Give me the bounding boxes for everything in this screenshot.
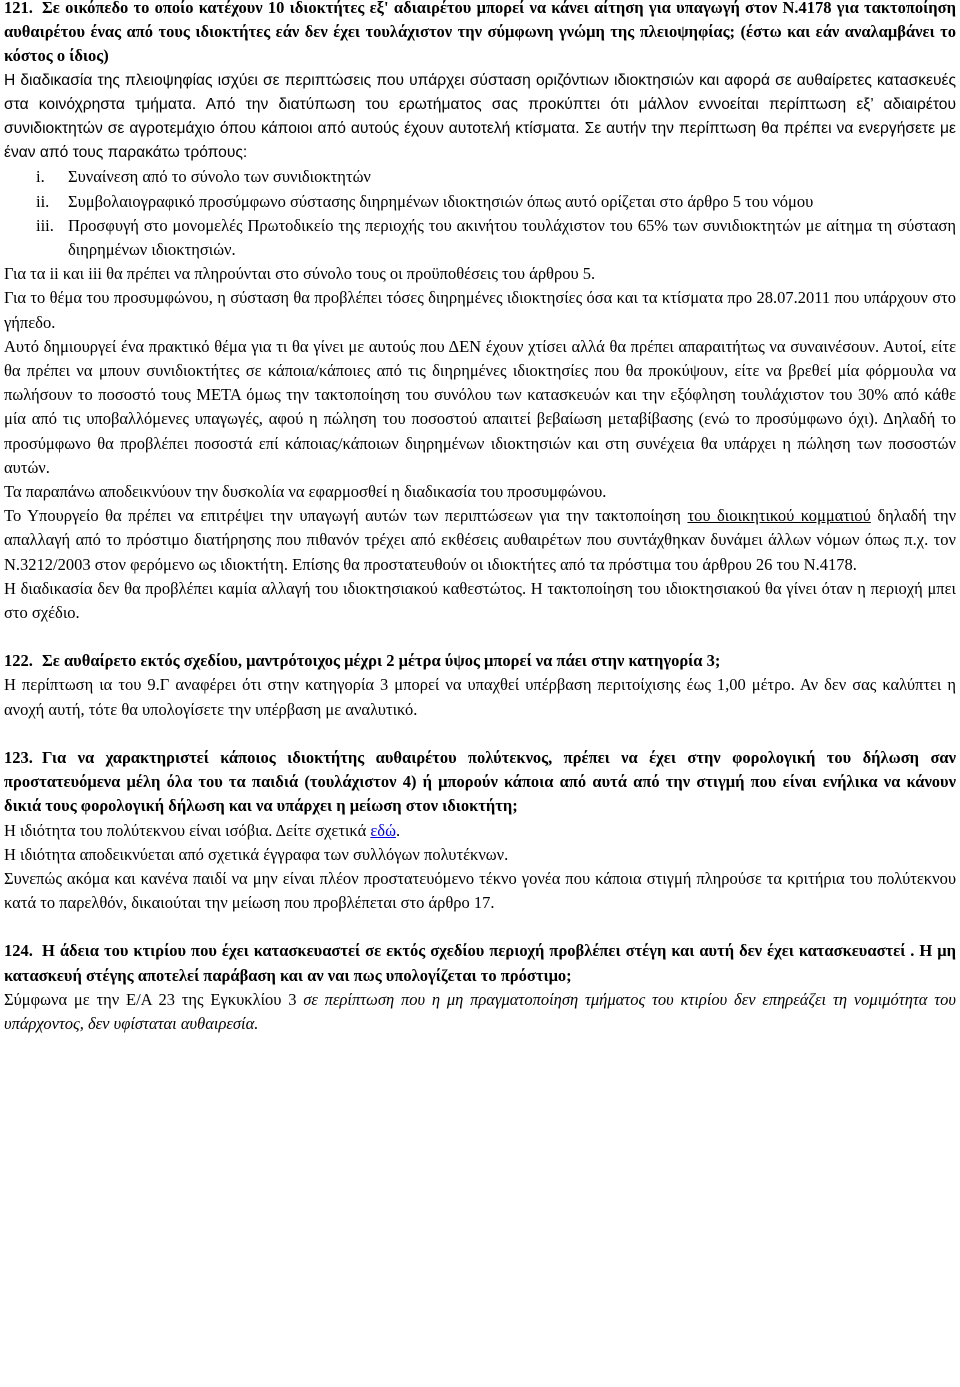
section-121: [4, 0, 956, 625]
question-number: 122.: [4, 651, 33, 671]
question-text: Για να χαρακτηριστεί κάποιος ιδιοκτήτης αυθαιρέτου πολύτεκνος, πρέπει να έχει στην φορολογική του δήλωση σαν προστατευόμενα μέλη όλα του τα παιδιά (τουλάχιστον 4) ή μπορούν κάποια από αυτά από την στιγμή που είναι ενήλικα να κάνουν δικιά τους φορολογική δήλωση και να υπάρχει η μείωση στον ιδιοκτήτη;: [4, 747, 956, 816]
answer-paragraph: [4, 69, 956, 166]
question-text: Σε αυθαίρετο εκτός σχεδίου, μαντρότοιχος μέχρι 2 μέτρα ύψος μπορεί να πάει στην κατηγορία 3;: [42, 651, 721, 671]
answer-paragraph: [4, 819, 956, 843]
answer-text: .: [395, 820, 401, 840]
answer-paragraph: Η διαδικασία δεν θα προβλέπει καμία αλλαγή του ιδιοκτησιακού καθεστώτος. Η τακτοποίηση του ιδιοκτησιακού θα γίνει όταν η περιοχή μπει στο σχέδιο.: [4, 578, 956, 623]
answer-text: Η ιδιότητα του πολύτεκνου είναι ισόβια. Δείτε σχετικά: [4, 820, 367, 840]
question-number: 121.: [4, 0, 33, 17]
list-item-text: Συναίνεση από το σύνολο των συνιδιοκτητών: [68, 167, 371, 187]
question-text: Η άδεια του κτιρίου που έχει κατασκευαστεί σε εκτός σχεδίου περιοχή προβλέπει στέγη και αυτή δεν έχει κατασκευαστεί . Η μη κατασκευή στέγης αποτελεί παράβαση και αν ναι πως υπολογίζεται το πρόστιμο;: [4, 941, 956, 985]
answer-paragraph: Για το θέμα του προσυμφώνου, η σύσταση θα προβλέπει τόσες διηρημένες ιδιοκτησίες όσα και τα κτίσματα προ 28.07.2011 που υπάρχουν στο γήπεδο.: [4, 288, 956, 332]
list-item: [4, 214, 956, 262]
answer-paragraph: [4, 504, 956, 577]
list-item-text: Προσφυγή στο μονομελές Πρωτοδικείο της περιοχής του ακινήτου τουλάχιστον του 65% των συνιδιοκτητών με αίτημα τη σύσταση διηρημένων ιδιοκτησιών.: [68, 215, 956, 260]
italic-quote: σε περίπτωση που η μη πραγματοποίηση τμήματος του κτιρίου δεν επηρεάζει τη νομιμότητα του υπάρχοντος, δεν υφίσταται αυθαιρεσία.: [4, 989, 957, 1033]
answer-paragraph: Η περίπτωση ια του 9.Γ αναφέρει ότι στην κατηγορία 3 μπορεί να υπαχθεί υπέρβαση περιτοίχισης έως 1,00 μέτρο. Αν δεν σας καλύπτει η ανοχή αυτή, τότε θα υπολογίσετε την υπέρβαση με αναλυτικό.: [4, 675, 956, 719]
list-marker: ii.: [36, 191, 50, 211]
options-list: [4, 165, 956, 262]
list-item: [4, 165, 956, 189]
section-123: [4, 746, 956, 915]
section-124: [4, 939, 956, 1036]
answer-text: Από την διατύπωση του ερωτήματος σας προκύπτει ότι μάλλον εννοείται περίπτωση εξ’ αδιαιρέτου συνιδιοκτητών σε αγροτεμάχιο όπου κάποιοι από αυτούς έχουν αυτοτελή κτίσματα. Σε αυτήν την περίπτωση θα πρέπει να ενεργήσετε με έναν από τους παρακάτω τρόπους:: [4, 95, 956, 162]
spacer: [4, 915, 956, 939]
question-text: Σε οικόπεδο το οποίο κατέχουν 10 ιδιοκτήτες εξ' αδιαιρέτου μπορεί να κάνει αίτηση για υπαγωγή στον Ν.4178 για τακτοποίηση αυθαιρέτου ένας από τους ιδιοκτήτες εάν δεν έχει τουλάχιστον την σύμφωνη γνώμη της πλειοψηφίας; (έστω και εάν αναλαμβάνει το κόστος ο ίδιος): [4, 0, 956, 66]
answer-paragraph: Αυτό δημιουργεί ένα πρακτικό θέμα για τι θα γίνει με αυτούς που ΔΕΝ έχουν χτίσει αλλά θα πρέπει απαραιτήτως να συναινέσουν. Αυτοί, είτε θα πρέπει να μπουν συνιδιοκτήτες σε κάποια/κάποιες από τις διηρημένες ιδιοκτησίες που θα προκύψουν, είτε να βρεθεί μία φόρμουλα να πωλήσουν το ποσοστό τους ΜΕΤΑ όμως την τακτοποίηση του συνόλου των κατασκευών και την εξόφληση τουλάχιστον του 30% από κάθε μία από τις υποβαλλόμενες υπαγωγές, αφού η πώληση του ποσοστού απαιτεί βεβαίωση μεταβίβασης (ενώ το προσύμφωνο όχι). Δηλαδή το προσύμφωνο θα προβλέπει ποσοστά επί κάποιας/κάποιων διηρημένων ιδιοκτησιών και στη συνέχεια θα υπάρχει η πώληση των ποσοστών αυτών.: [4, 336, 956, 477]
answer-text: Σύμφωνα με την Ε/Α 23 της Εγκυκλίου 3: [4, 989, 297, 1009]
reference-link[interactable]: εδώ: [370, 820, 396, 840]
answer-text: Το Υπουργείο θα πρέπει να επιτρέψει την υπαγωγή αυτών των περιπτώσεων για την τακτοποίηση: [4, 506, 681, 526]
answer-paragraph: [4, 988, 956, 1036]
question-124: [4, 939, 956, 987]
answer-paragraph: Τα παραπάνω αποδεικνύουν την δυσκολία να εφαρμοσθεί η διαδικασία του προσυμφώνου.: [4, 482, 607, 502]
question-121: [4, 0, 956, 69]
question-number: 123.: [4, 747, 33, 767]
list-marker: i.: [36, 167, 45, 187]
question-122: [4, 649, 956, 673]
answer-text: Η διαδικασία της πλειοψηφίας ισχύει σε περιπτώσεις που υπάρχει σύσταση οριζόντιων ιδιοκτησιών και αφορά σε αυθαίρετες κατασκευές στα κοινόχρηστα τμήματα.: [4, 71, 956, 113]
spacer: [4, 625, 956, 649]
list-marker: iii.: [36, 215, 54, 235]
answer-paragraph: Για τα ii και iii θα πρέπει να πληρούνται στο σύνολο τους οι προϋποθέσεις του άρθρου 5.: [4, 264, 596, 284]
section-122: [4, 649, 956, 722]
spacer: [4, 722, 956, 746]
list-item: [4, 190, 956, 214]
answer-paragraph: Η ιδιότητα αποδεικνύεται από σχετικά έγγραφα των συλλόγων πολυτέκνων.: [4, 844, 509, 864]
list-item-text: Συμβολαιογραφικό προσύμφωνο σύστασης διηρημένων ιδιοκτησιών όπως αυτό ορίζεται στο άρθρο 5 του νόμου: [68, 191, 814, 211]
underlined-text: του διοικητικού κομματιού: [687, 506, 871, 526]
answer-paragraph: Συνεπώς ακόμα και κανένα παιδί να μην είναι πλέον προστατευόμενο τέκνο γονέα που κάποια στιγμή πληρούσε τα κριτήρια του πολύτεκνου κατά το παρελθόν, δικαιούται την μείωση που προβλέπεται στο άρθρο 17.: [4, 868, 956, 913]
question-123: [4, 746, 956, 819]
question-number: 124.: [4, 941, 33, 961]
answer-text: δηλαδή την απαλλαγή από το πρόστιμο διατήρησης που πιθανόν τρέχει από εκθέσεις αυθαιρέτων που συντάχθηκαν δυνάμει άλλων νόμων όπως π.χ. τον Ν.3212/2003 στον φερόμενο ως ιδιοκτήτη. Επίσης θα προστατευθούν οι ιδιοκτήτες από τα πρόστιμα του άρθρου 26 του Ν.4178.: [4, 506, 957, 574]
